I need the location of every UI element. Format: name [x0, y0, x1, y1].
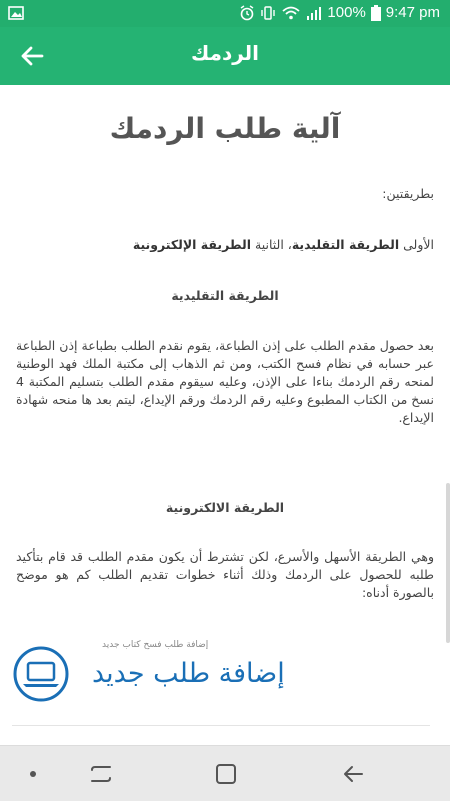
alarm-icon: [239, 5, 255, 21]
methods-prefix: الأولى: [399, 237, 434, 252]
vibrate-icon: [260, 5, 276, 21]
add-request-label: إضافة طلب جديد: [92, 658, 285, 689]
article-content[interactable]: [0, 85, 450, 740]
dot-icon[interactable]: [20, 761, 46, 787]
add-request-image: [12, 640, 430, 710]
app-bar: [0, 27, 450, 85]
status-right: [239, 4, 440, 21]
battery-percent: 100%: [327, 4, 366, 21]
method-traditional: الطريقة التقليدية: [291, 237, 400, 252]
traditional-heading: الطريقة التقليدية: [171, 288, 279, 303]
scrollbar[interactable]: [446, 483, 450, 643]
electronic-body: وهي الطريقة الأسهل والأسرع، لكن تشترط أن يكون مقدم الطلب قد قام بتأكيد طلبه للحصول على الردمك وذلك أثناء خطوات تقديم الطلب كم هو موضح بالصورة أدناه:: [16, 549, 434, 600]
home-icon[interactable]: [213, 761, 239, 787]
intro-text: بطريقتين:: [382, 186, 434, 201]
page-title: آلية طلب الردمك: [109, 112, 341, 145]
status-bar: [0, 0, 450, 27]
methods-line: [16, 236, 434, 254]
battery-icon: [371, 5, 381, 21]
methods-middle: ، الثانية: [251, 237, 292, 252]
back-icon[interactable]: [340, 761, 366, 787]
divider: [12, 725, 430, 726]
electronic-heading: الطريقة الالكترونية: [165, 500, 285, 515]
recent-apps-icon[interactable]: [88, 761, 114, 787]
signal-icon: [306, 5, 322, 21]
laptop-icon: [12, 645, 70, 703]
system-navigation-bar: [0, 745, 450, 801]
traditional-body: بعد حصول مقدم الطلب على إذن الطباعة، يقوم نقدم الطلب بطباعة إذن الطباعة عبر حسابه في نظام فسح الكتب، ومن ثم الذهاب إلى مكتبة الملك فهد الوطنية لمنحه رقم الردمك بناءا على الإذن، وعليه سيقوم مقدم الطلب بتسليم المكتبة 4 نسخ من الكتاب المطبوع وعليه رقم الردمك ورقم الإيداع، ليتم بعد ها منحه شهادة الإيداع.: [16, 338, 434, 425]
image-notification-icon: [8, 5, 24, 21]
add-request-caption: إضافة طلب فسح كتاب جديد: [102, 640, 209, 650]
wifi-icon: [281, 5, 301, 21]
method-electronic: الطريقة الإلكترونية: [132, 237, 252, 252]
app-bar-title: الردمك: [190, 41, 260, 65]
clock: 9:47 pm: [385, 4, 440, 21]
